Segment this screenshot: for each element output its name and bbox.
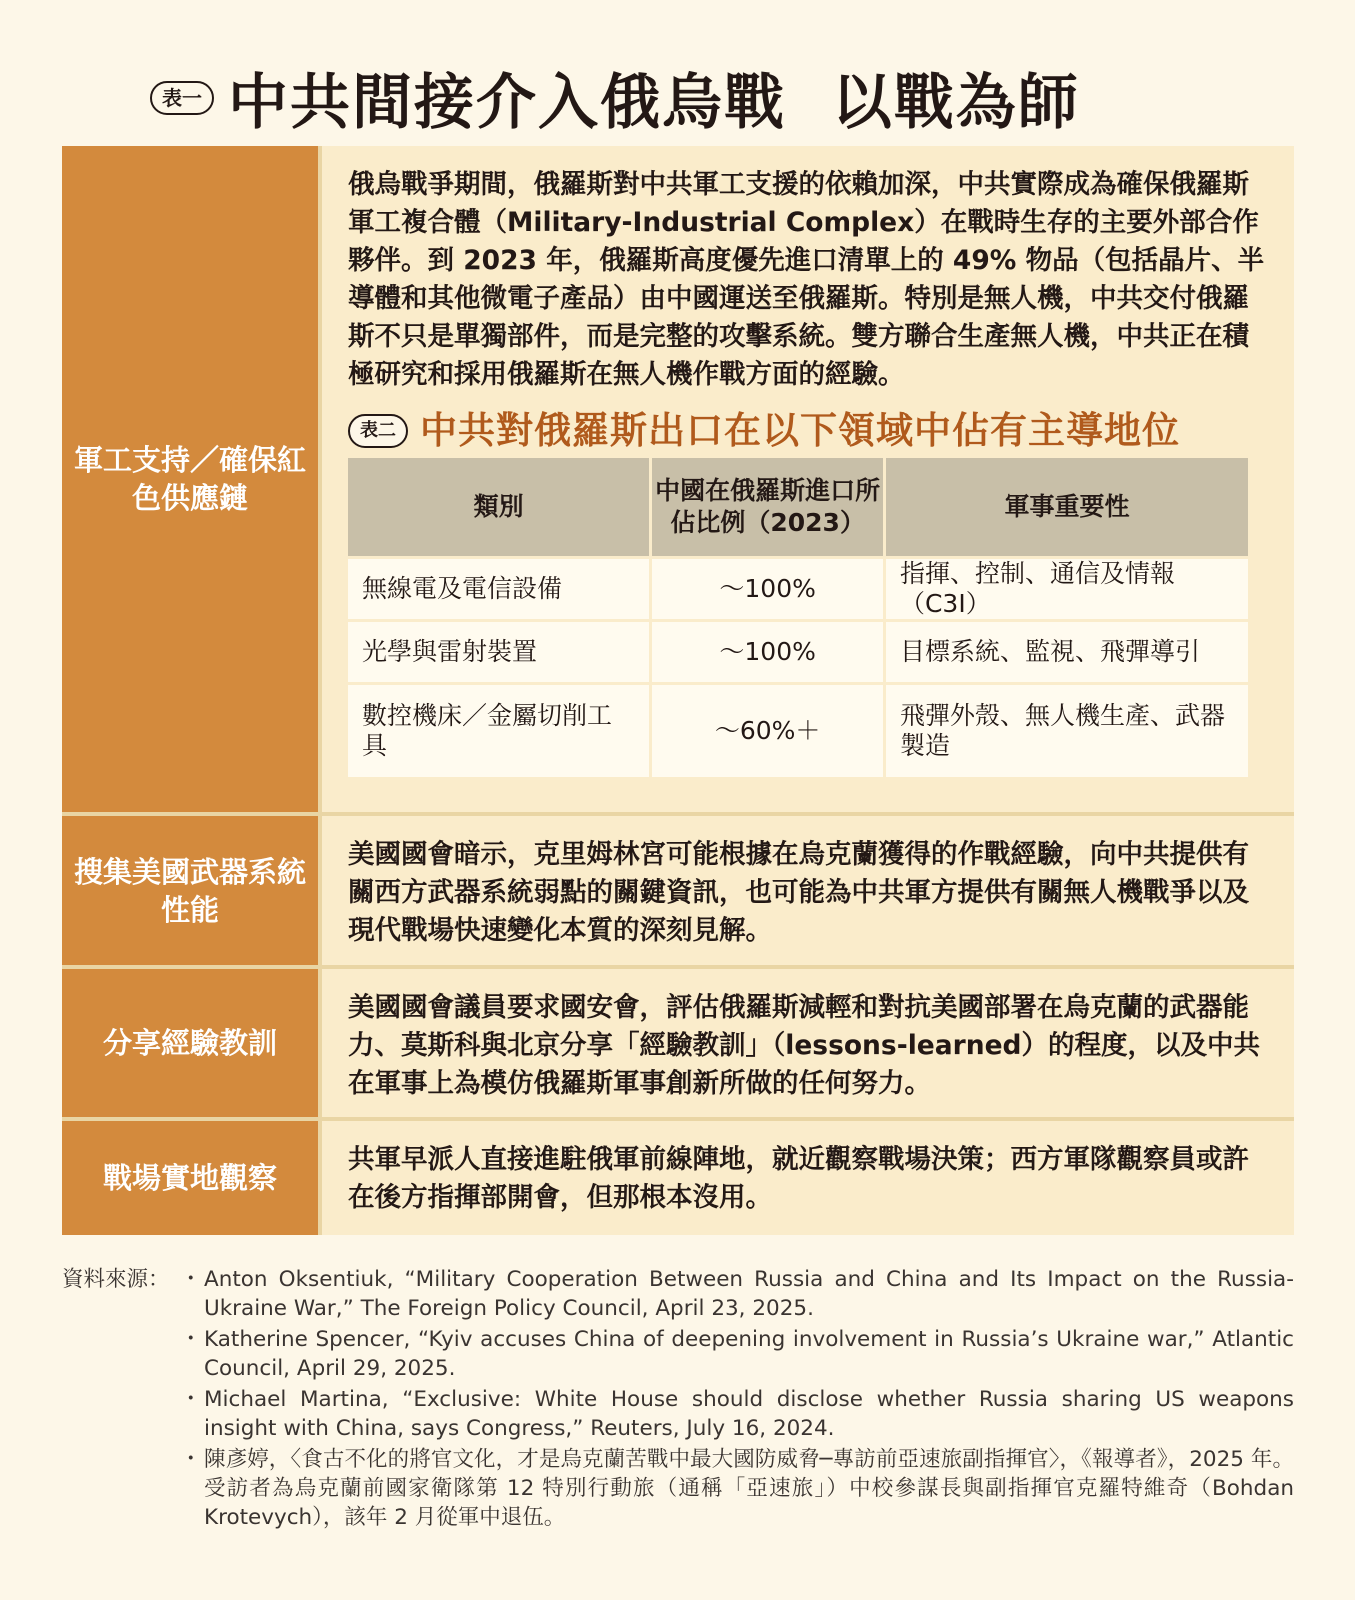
subtable-row xyxy=(348,684,1248,778)
row-content: 共軍早派人直接進駐俄軍前線陣地，就近觀察戰場決策；西方軍隊觀察員或許在後方指揮部開會，但那根本沒用。 xyxy=(322,1121,1294,1235)
subtable-header-row xyxy=(348,458,1248,558)
page-title: 中共間接介入俄烏戰 以戰為師 xyxy=(228,68,1080,138)
subtable-header: 類別 xyxy=(348,458,651,558)
subtable-cell: 數控機床／金屬切削工具 xyxy=(348,684,651,778)
subtable-row xyxy=(348,558,1248,621)
subtable-header: 軍事重要性 xyxy=(884,458,1248,558)
row-content: 美國國會議員要求國安會，評估俄羅斯減輕和對抗美國部署在烏克蘭的武器能力、莫斯科與北京分享「經驗教訓」（lessons-learned）的程度，以及中共在軍事上為模仿俄羅斯軍事創新所做的任何努力。 xyxy=(322,969,1294,1117)
table-row xyxy=(62,1121,1294,1235)
subtable-cell: ～100% xyxy=(651,558,885,621)
sources-list xyxy=(188,1265,1294,1532)
table-badge: 表一 xyxy=(150,81,214,115)
subtable-cell: ～60%＋ xyxy=(651,684,885,778)
row-content xyxy=(322,146,1294,812)
table-row xyxy=(62,816,1294,969)
source-item: ・ Michael Martina, “Exclusive: White House should disclose whether Russia sharing US weapons insight with China, says Congress,” Reuters, July 16, 2024. xyxy=(188,1385,1294,1443)
row-label xyxy=(62,969,322,1117)
subtable-row xyxy=(348,621,1248,684)
subtable-title: 中共對俄羅斯出口在以下領域中佔有主導地位 xyxy=(420,409,1180,452)
row-label xyxy=(62,816,322,965)
sources-label: 資料來源： xyxy=(62,1267,170,1292)
source-item: ・ Anton Oksentiuk, “Military Cooperation Between Russia and China and Its Impact on the Russia-Ukraine War,” The Foreign Policy Council, April 23, 2025. xyxy=(188,1265,1294,1323)
row-label-text: 分享經驗教訓 xyxy=(102,1026,277,1060)
row-label xyxy=(62,146,322,812)
row-content-text: 俄烏戰爭期間，俄羅斯對中共軍工支援的依賴加深，中共實際成為確保俄羅斯軍工複合體（Military-Industrial Complex）在戰時生存的主要外部合作夥伴。到 2023 年，俄羅斯高度優先進口清單上的 49% 物品（包括晶片、半導體和其他微電子產品）由中國運送至俄羅斯。特別是無人機，中共交付俄羅斯不只是單獨部件，而是完整的攻擊系統。雙方聯合生產無人機，中共正在積極研究和採用俄羅斯在無人機作戰方面的經驗。 xyxy=(348,169,1265,390)
subtable-cell: 目標系統、監視、飛彈導引 xyxy=(884,621,1248,684)
row-label-text: 軍工支持／確保紅色供應鏈 xyxy=(73,443,306,515)
table-row xyxy=(62,146,1294,816)
subtable-cell: ～100% xyxy=(651,621,885,684)
subtable-title-row xyxy=(348,409,1272,452)
source-item: ・ Katherine Spencer, “Kyiv accuses China of deepening involvement in Russia’s Ukraine war,” Atlantic Council, April 29, 2025. xyxy=(188,1325,1294,1383)
main-table xyxy=(62,146,1294,1235)
source-item: ・ 陳彥婷，〈食古不化的將官文化，才是烏克蘭苦戰中最大國防威脅─專訪前亞速旅副指揮官〉，《報導者》，2025 年。受訪者為烏克蘭前國家衛隊第 12 特別行動旅（通稱「亞速旅」）中校參謀長與副指揮官克羅特維奇（Bohdan Krotevych），該年 2 月從軍中退伍。 xyxy=(188,1445,1294,1532)
subtable xyxy=(348,458,1248,777)
subtable-cell: 光學與雷射裝置 xyxy=(348,621,651,684)
subtable-header: 中國在俄羅斯進口所佔比例（2023） xyxy=(651,458,885,558)
row-label xyxy=(62,1121,322,1235)
row-label-text: 搜集美國武器系統性能 xyxy=(73,854,306,927)
subtable-cell: 無線電及電信設備 xyxy=(348,558,651,621)
subtable-badge: 表二 xyxy=(348,414,408,448)
subtable-cell: 飛彈外殼、無人機生產、武器製造 xyxy=(884,684,1248,778)
table-row xyxy=(62,969,1294,1121)
row-content: 美國國會暗示，克里姆林宮可能根據在烏克蘭獲得的作戰經驗，向中共提供有關西方武器系統弱點的關鍵資訊，也可能為中共軍方提供有關無人機戰爭以及現代戰場快速變化本質的深刻見解。 xyxy=(322,816,1294,965)
page-title-row xyxy=(150,58,1080,138)
sources xyxy=(62,1265,1294,1534)
subtable-cell: 指揮、控制、通信及情報（C3I） xyxy=(884,558,1248,621)
row-label-text: 戰場實地觀察 xyxy=(102,1161,277,1195)
